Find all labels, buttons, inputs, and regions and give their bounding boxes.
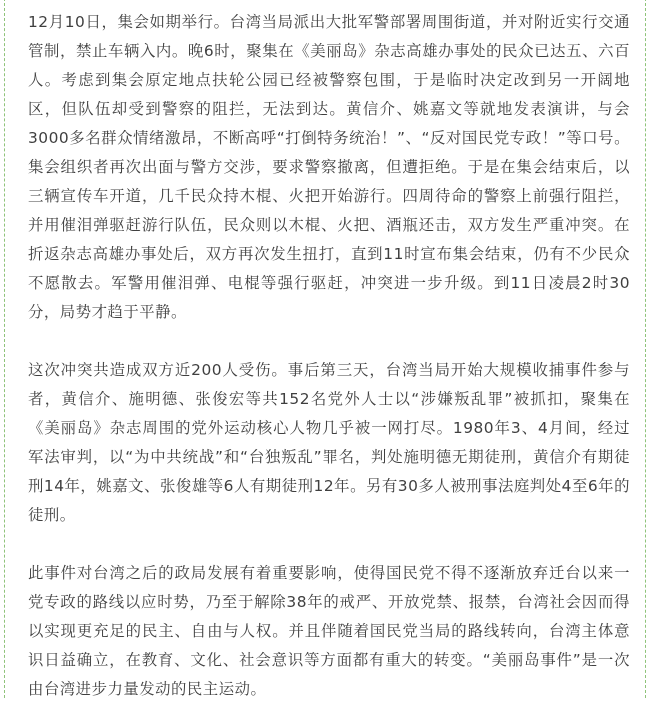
article-body xyxy=(28,8,630,704)
paragraph-political-impact: 此事件对台湾之后的政局发展有着重要影响，使得国民党不得不逐渐放弃迁台以来一党专政的路线以应时势，乃至于解除38年的戒严、开放党禁、报禁，台湾社会因而得以实现更充足的民主、自由与人权。并且伴随着国民党当局的路线转向，台湾主体意识日益确立，在教育、文化、社会意识等方面都有重大的转变。“美丽岛事件”是一次由台湾进步力量发动的民主运动。 xyxy=(28,564,630,698)
paragraph-protest-events: 12月10日，集会如期举行。台湾当局派出大批军警部署周围街道，并对附近实行交通管制，禁止车辆入内。晚6时，聚集在《美丽岛》杂志高雄办事处的民众已达五、六百人。考虑到集会原定地点扶轮公园已经被警察包围，于是临时决定改到另一开阔地区，但队伍却受到警察的阻拦，无法到达。黄信介、姚嘉文等就地发表演讲，与会3000多名群众情绪激昂，不断高呼“打倒特务统治！”、“反对国民党专政！”等口号。集会组织者再次出面与警方交涉，要求警察撤离，但遭拒绝。于是在集会结束后，以三辆宣传车开道，几千民众持木棍、火把开始游行。四周待命的警察上前强行阻拦，并用催泪弹驱赶游行队伍，民众则以木棍、火把、酒瓶还击，双方发生严重冲突。在折返杂志高雄办事处后，双方再次发生扭打，直到11时宣布集会结束，仍有不少民众不愿散去。军警用催泪弹、电棍等强行驱赶，冲突进一步升级。到11日凌晨2时30分，局势才趋于平静。 xyxy=(28,13,630,321)
paragraph-arrests-trials: 这次冲突共造成双方近200人受伤。事后第三天，台湾当局开始大规模收捕事件参与者，黄信介、施明德、张俊宏等共152名党外人士以“涉嫌叛乱罪”被抓扣，聚集在《美丽岛》杂志周围的党外运动核心人物几乎被一网打尽。1980年3、4月间，经过军法审判，以“为中共统战”和“台独叛乱”罪名，判处施明德无期徒刑，黄信介有期徒刑14年，姚嘉文、张俊雄等6人有期徒刑12年。另有30多人被刑事法庭判处4至6年的徒刑。 xyxy=(28,361,630,524)
